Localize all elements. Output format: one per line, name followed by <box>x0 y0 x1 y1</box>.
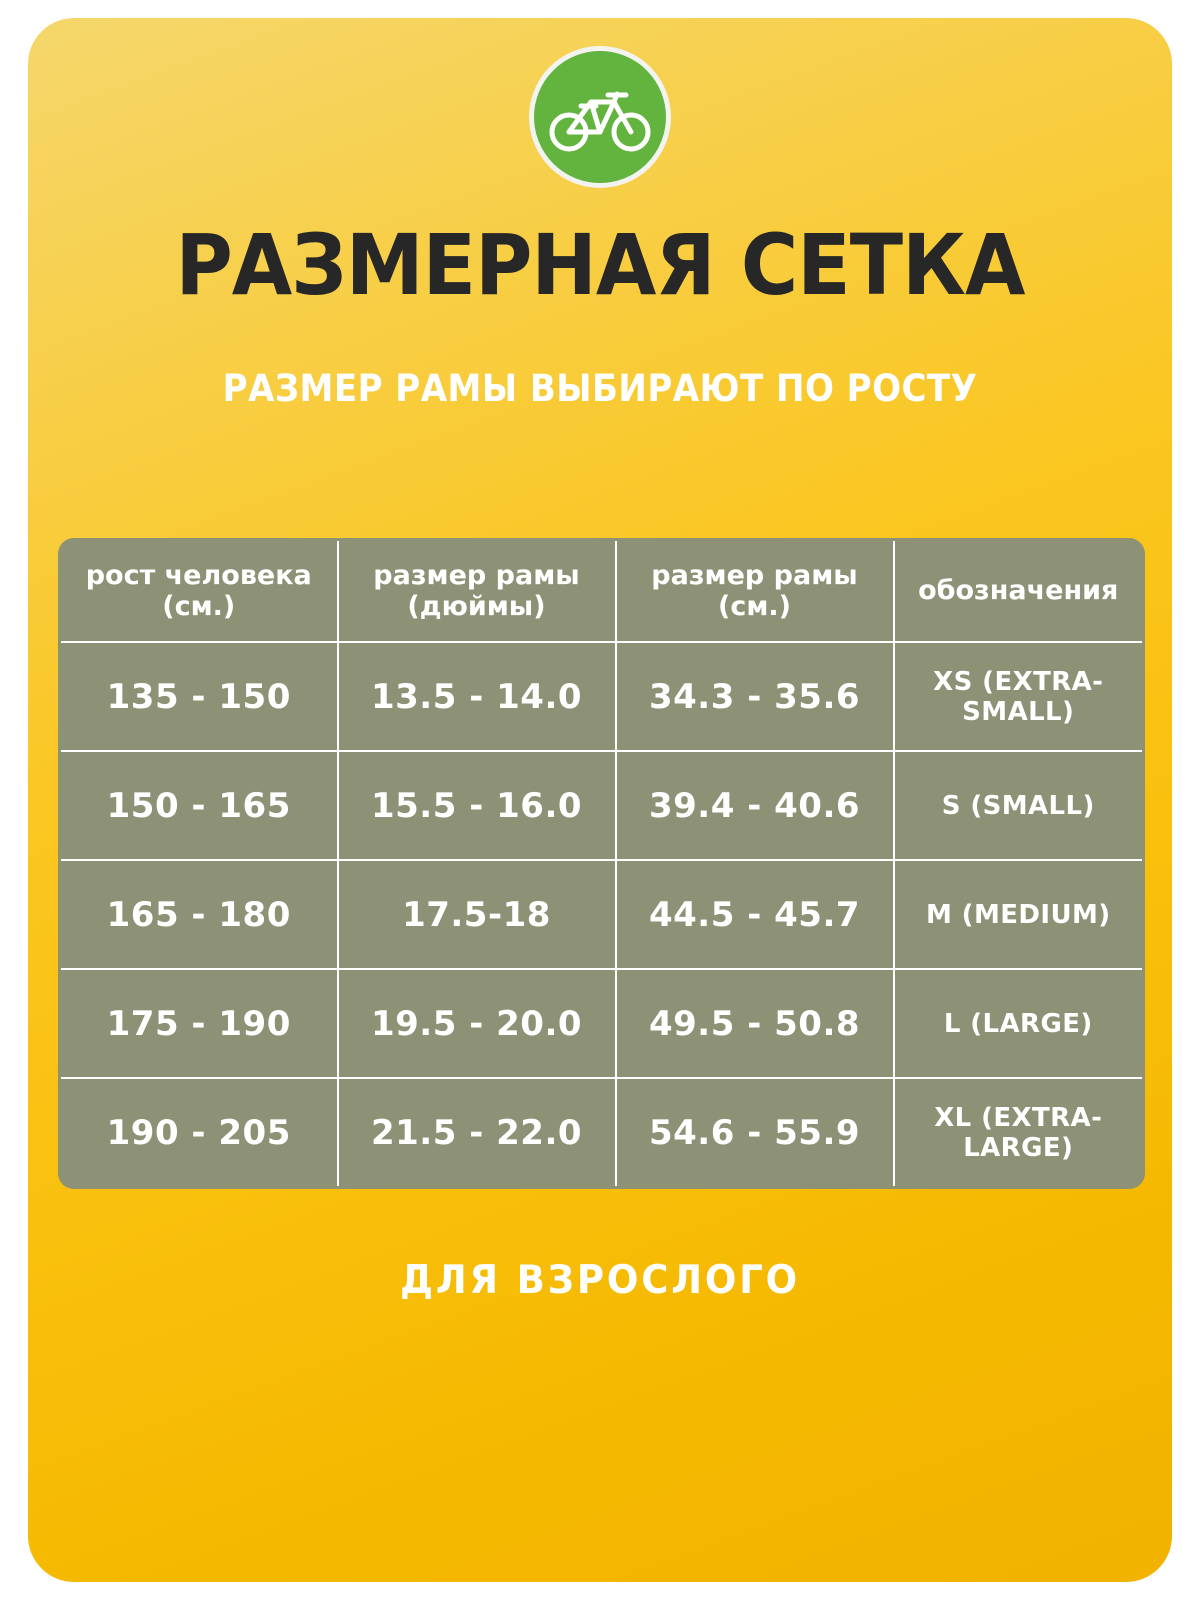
cell-frame-cm: 34.3 - 35.6 <box>616 642 894 751</box>
cell-frame-inches: 13.5 - 14.0 <box>338 642 616 751</box>
page-subtitle: РАЗМЕР РАМЫ ВЫБИРАЮТ ПО РОСТУ <box>222 367 978 410</box>
table-header-row <box>60 540 1144 643</box>
cell-height: 135 - 150 <box>60 642 338 751</box>
cell-frame-cm: 39.4 - 40.6 <box>616 751 894 860</box>
size-chart-poster <box>28 18 1172 1582</box>
logo-container <box>28 46 1172 188</box>
table-row <box>60 969 1144 1078</box>
cell-height: 175 - 190 <box>60 969 338 1078</box>
column-header-frame-cm: размер рамы (см.) <box>616 540 894 643</box>
table-header <box>60 540 1144 643</box>
cell-frame-cm: 49.5 - 50.8 <box>616 969 894 1078</box>
column-header-label: обозначения <box>894 540 1144 643</box>
cell-frame-inches: 17.5-18 <box>338 860 616 969</box>
cell-height: 150 - 165 <box>60 751 338 860</box>
bicycle-badge <box>529 46 671 188</box>
table-body <box>60 642 1144 1188</box>
cell-label: L (LARGE) <box>894 969 1144 1078</box>
cell-label: XL (EXTRA-LARGE) <box>894 1078 1144 1188</box>
cell-label: M (MEDIUM) <box>894 860 1144 969</box>
table-row <box>60 860 1144 969</box>
cell-height: 165 - 180 <box>60 860 338 969</box>
size-table-container <box>58 538 1142 1189</box>
bicycle-icon <box>548 80 652 154</box>
cell-frame-inches: 21.5 - 22.0 <box>338 1078 616 1188</box>
cell-frame-cm: 44.5 - 45.7 <box>616 860 894 969</box>
column-header-height: рост человека (см.) <box>60 540 338 643</box>
table-row <box>60 1078 1144 1188</box>
table-row <box>60 642 1144 751</box>
cell-label: XS (EXTRA-SMALL) <box>894 642 1144 751</box>
cell-frame-inches: 15.5 - 16.0 <box>338 751 616 860</box>
cell-frame-cm: 54.6 - 55.9 <box>616 1078 894 1188</box>
cell-height: 190 - 205 <box>60 1078 338 1188</box>
cell-label: S (SMALL) <box>894 751 1144 860</box>
size-table <box>58 538 1145 1189</box>
table-row <box>60 751 1144 860</box>
cell-frame-inches: 19.5 - 20.0 <box>338 969 616 1078</box>
footer-text: ДЛЯ ВЗРОСЛОГО <box>399 1258 801 1303</box>
page-title: РАЗМЕРНАЯ СЕТКА <box>175 216 1025 314</box>
column-header-frame-inches: размер рамы (дюймы) <box>338 540 616 643</box>
